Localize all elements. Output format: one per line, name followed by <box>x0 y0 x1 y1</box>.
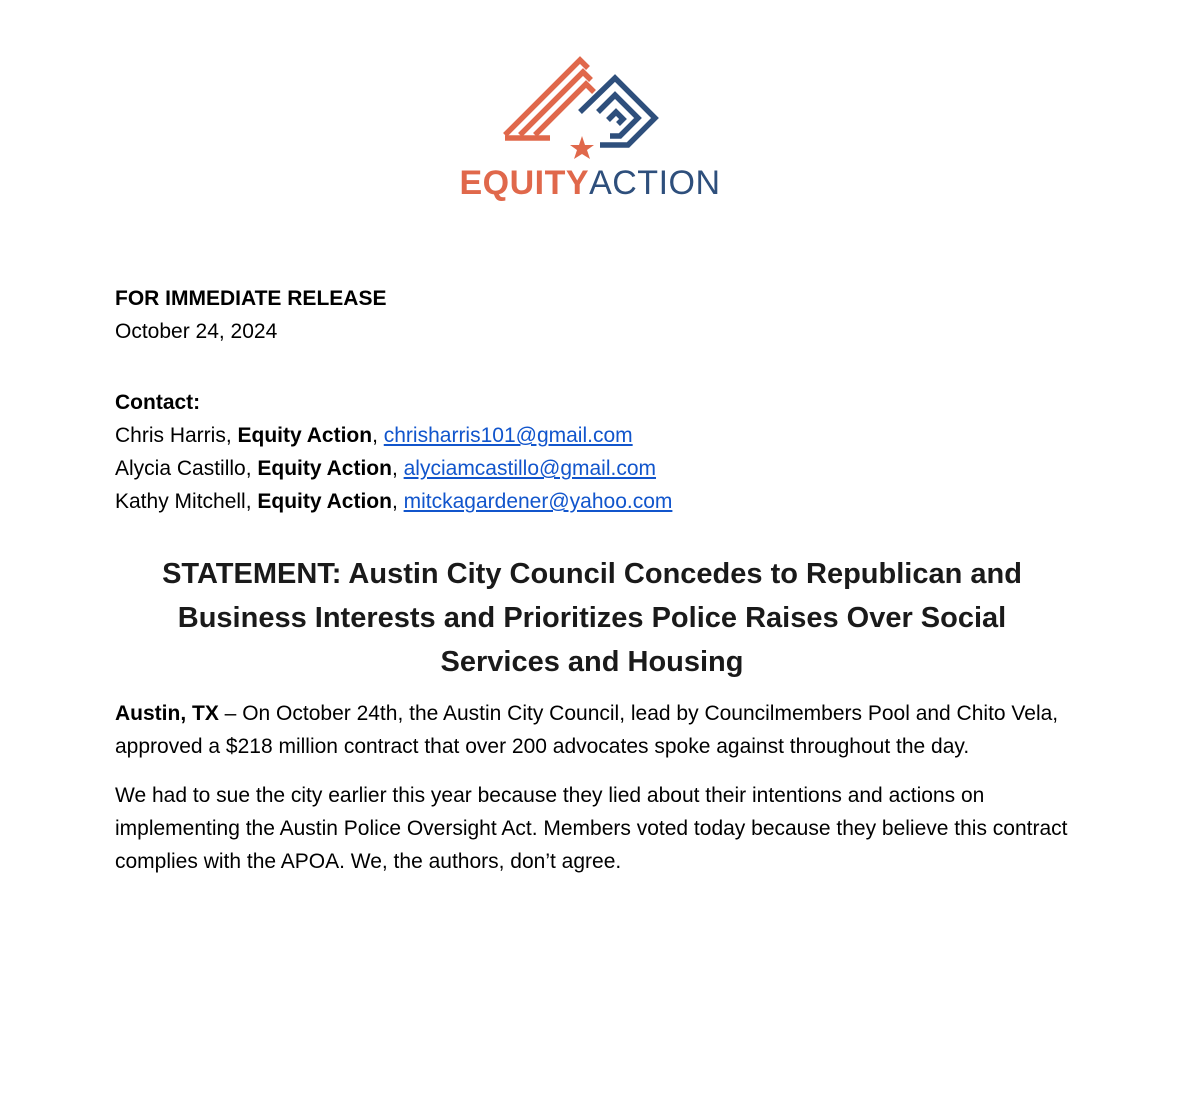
contact-org: Equity Action <box>257 490 392 513</box>
logo-blue-inner-2 <box>608 112 623 124</box>
contact-name: Kathy Mitchell, <box>115 490 258 513</box>
logo-wordmark <box>450 163 730 203</box>
contact-email-link[interactable]: mitckagardener@yahoo.com <box>403 490 673 513</box>
contact-email-link[interactable]: alyciamcastillo@gmail.com <box>403 457 657 480</box>
logo-word-action: ACTION <box>589 164 721 202</box>
body-paragraph-1 <box>115 697 1075 763</box>
logo-mark-icon <box>450 50 730 165</box>
statement-headline <box>115 552 1069 684</box>
logo-star-icon <box>570 136 594 159</box>
release-date: October 24, 2024 <box>115 320 278 343</box>
contact-block <box>115 386 1075 518</box>
contact-row <box>115 452 1075 485</box>
body-paragraph-1-text: – On October 24th, the Austin City Council, lead by Councilmembers Pool and Chito Vela, approved a $218 million contract that over 200 advocates spoke against throughout the day. <box>115 702 1059 758</box>
release-block <box>115 282 1075 348</box>
contact-label: Contact: <box>115 391 201 414</box>
body-paragraph-2: We had to sue the city earlier this year because they lied about their intentions and actions on implementing the Austin Police Oversight Act. Members voted today because they believe this contract complies with the APOA. We, the authors, don’t agree. <box>115 784 1068 873</box>
contact-name: Chris Harris, <box>115 424 238 447</box>
contact-sep: , <box>391 490 404 513</box>
dateline: Austin, TX <box>115 702 219 725</box>
statement-body <box>115 697 1075 894</box>
logo-word-equity: EQUITY <box>459 164 590 202</box>
contact-org: Equity Action <box>257 457 392 480</box>
release-label: FOR IMMEDIATE RELEASE <box>115 287 387 310</box>
contact-sep: , <box>391 457 404 480</box>
contact-sep: , <box>372 424 384 447</box>
headline-line-1: STATEMENT: Austin City Council Concedes to Republican and <box>162 558 1022 590</box>
contact-email-link[interactable]: chrisharris101@gmail.com <box>383 424 633 447</box>
contact-org: Equity Action <box>237 424 373 447</box>
contact-row <box>115 419 1075 452</box>
contact-row <box>115 485 1075 518</box>
contact-name: Alycia Castillo, <box>115 457 258 480</box>
headline-line-2: Business Interests and Prioritizes Police Raises Over Social <box>177 602 1007 634</box>
headline-line-3: Services and Housing <box>440 646 744 678</box>
equity-action-logo <box>450 50 730 210</box>
